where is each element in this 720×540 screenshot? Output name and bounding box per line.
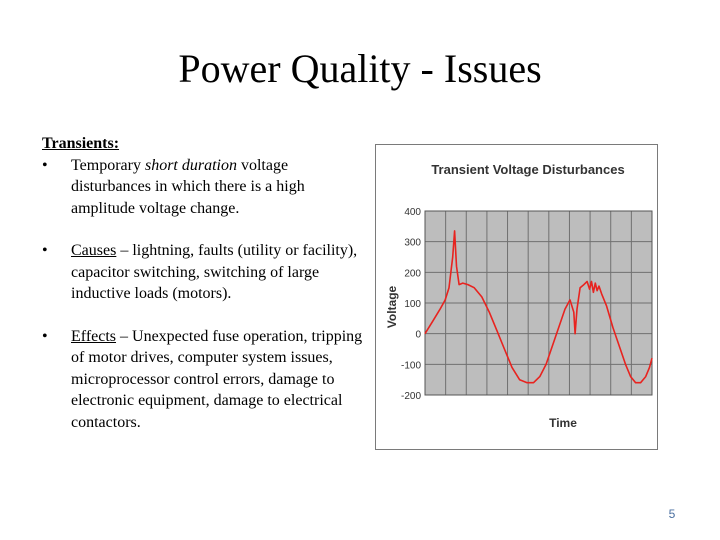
slide-content (42, 133, 364, 433)
bullet-text-post: voltage disturbances in which there is a high amplitude voltage change. (71, 156, 305, 217)
chart-x-axis-label: Time (549, 416, 577, 430)
bullet-causes (42, 240, 364, 305)
bullet-text-pre: Temporary (71, 156, 145, 174)
bullet-text-causes: – lightning, faults (utility or facility), capacitor switching, switching of large inductive loads (motors). (71, 242, 358, 302)
bullet-lead-effects: Effects (71, 327, 117, 345)
chart-y-tick-label: 100 (404, 299, 421, 310)
bullet-text-emphasis: short duration (144, 156, 237, 174)
transient-voltage-chart (375, 144, 658, 450)
bullet-effects (42, 326, 364, 434)
chart-y-tick-label: 200 (404, 268, 421, 280)
bullet-marker: • (42, 242, 48, 259)
chart-title: Transient Voltage Disturbances (431, 162, 625, 177)
page-number: 5 (668, 507, 676, 521)
section-heading: Transients: (42, 135, 120, 152)
bullet-text-effects: – Unexpected fuse operation, tripping of motor drives, computer system issues, microprocessor control errors, damage to electronic equipment, damage to electrical contactors. (71, 327, 363, 431)
chart-y-tick-label: -200 (400, 391, 421, 402)
chart-y-tick-label: 300 (404, 237, 421, 249)
bullet-marker: • (42, 156, 48, 174)
chart-svg (376, 145, 659, 451)
bullet-lead-causes: Causes (71, 242, 117, 259)
chart-y-tick-label: 400 (404, 207, 421, 218)
slide-title: Power Quality - Issues (178, 46, 542, 91)
chart-y-tick-label: -100 (400, 360, 421, 372)
bullet-definition (42, 155, 364, 220)
chart-y-tick-label: 0 (415, 329, 421, 341)
chart-y-axis-label: Voltage (385, 285, 399, 329)
bullet-marker: • (42, 327, 48, 345)
